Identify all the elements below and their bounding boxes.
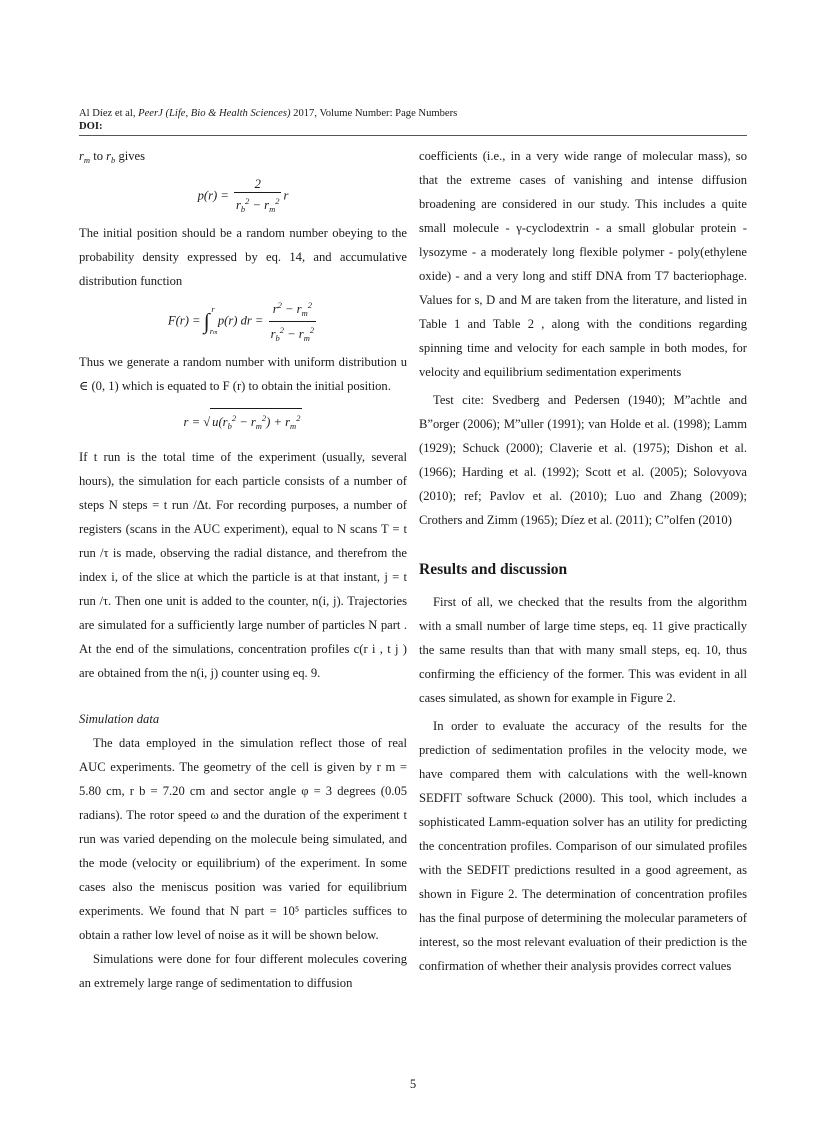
subsection-title: Simulation data bbox=[79, 712, 160, 726]
citation-line: Al Díez et al, PeerJ (Life, Bio & Health Sciences) 2017, Volume Number: Page Numbers bbox=[79, 108, 458, 119]
page-number: 5 bbox=[409, 1077, 417, 1091]
paragraph-test-cite: Test cite: Svedberg and Pedersen (1940); M”achtle and B”orger (2006); M”uller (1991); van Holde et al. (1998); Lamm (1929); Schuck (2000); Claverie et al. (1975); Dishon et al. (1966); Harding et al. (1992); Scott et al. (2005); Solovyova (2010); ref; Pavlov et al. (2010); Luo and Zhang (2009); Crothers and Zimm (1965); Díez et al. (2011); C”olfen (2010) bbox=[419, 393, 747, 527]
header-rule bbox=[79, 135, 747, 136]
paragraph-simulations: Simulations were done for four different molecules covering an extremely large range of sedimentation to diffusion bbox=[79, 952, 407, 990]
paragraph-simulation-data: The data employed in the simulation reflect those of real AUC experiments. The geometry of the cell is given by r m = 5.80 cm, r b = 7.20 cm and sector angle φ = 3 degrees (0.05 radians). The rotor speed ω and the duration of the experiment t run was varied depending on the molecule being simulated, and the mode (velocity or equilibrium) of the experiment. In some cases also the meniscus position was varied for equilibrium experiments. We found that N part = 10⁵ particles suffices to obtain a rather low level of noise as it will be shown below. bbox=[79, 736, 407, 942]
section-title: Results and discussion bbox=[419, 561, 568, 578]
paragraph-intro: $r_m$ to $r_b$ gives bbox=[79, 149, 146, 165]
right-column bbox=[419, 144, 747, 978]
paragraph-initial-position: The initial position should be a random number obeying to the probability density expressed by eq. 14, and accumulative distribution function bbox=[79, 226, 407, 288]
paragraph-first-of-all: First of all, we checked that the results from the algorithm with a small number of large time steps, eq. 11 give practically the same results than that with many small steps, eq. 10, thus confirming the efficiency of the former. This was evident in all cases simulated, as shown for example in Figure 2. bbox=[419, 595, 747, 705]
paragraph-run-time: If t run is the total time of the experiment (usually, several hours), the simulation for each particle consists of a number of steps N steps = t run /Δt. For recording purposes, a number of registers (scans in the AUC experiment), equal to N scans T = t run /τ is made, observing the radial distance, and therefrom the index i, of the slice at which the particle is at that instant, j = t run /τ. Then one unit is added to the counter, n(i, j). Trajectories are simulated for a sufficiently large number of particles N part . At the end of the simulations, concentration profiles c(r i , t j ) are obtained from the n(i, j) counter using eq. 9. bbox=[79, 450, 407, 680]
equation-pdf: p(r) = $\frac{2}{r_b^2 - r_m^2}$ r bbox=[197, 177, 289, 214]
paragraph-in-order: In order to evaluate the accuracy of the results for the prediction of sedimentation profiles in the velocity mode, we have compared them with calculations with the well-known SEDFIT software Schuck (2000). This tool, which includes a sophisticated Lamm-equation solver has an utility for predicting the concentration profiles. Comparison of our simulated profiles with the SEDFIT predictions resulted in a good agreement, as shown in Figure 2. The determination of concentration profiles has the final purpose of determining the molecular parameters of interest, so the most relevant evaluation of their prediction is the confirmation of whether their analysis provides correct values bbox=[419, 719, 747, 973]
paragraph-uniform: Thus we generate a random number with uniform distribution u ∈ (0, 1) which is equated to F (r) to obtain the initial position. bbox=[79, 355, 407, 393]
equation-sqrt: r = √ $u(r_b^2 - r_m^2) + r_m^2$ bbox=[79, 408, 407, 435]
equation-cdf: $F(r) = \int_{rm}^r$ p(r) dr = $\frac{r^2 - r_m^2}{r_b^2 - r_m^2}$ bbox=[79, 297, 407, 346]
doi-label: DOI: bbox=[79, 121, 103, 132]
paragraph-coefficients: coefficients (i.e., in a very wide range of molecular mass), so that the extreme cases of vanishing and intense diffusion broadening are considered in our study. This includes a quite small molecule - γ-cyclodextrin - a small globular protein - lysozyme - a moderately long flexible polymer - poly(ethylene oxide) - and a very long and stiff DNA from T7 bacteriophage. Values for s, D and M are taken from the literature, and listed in Table 1 and Table 2 , along with the conditions regarding spinning time and velocity for each sample in both modes, for velocity and equilibrium sedimentation experiments bbox=[419, 149, 747, 379]
running-header bbox=[79, 107, 747, 133]
left-column bbox=[79, 144, 407, 995]
